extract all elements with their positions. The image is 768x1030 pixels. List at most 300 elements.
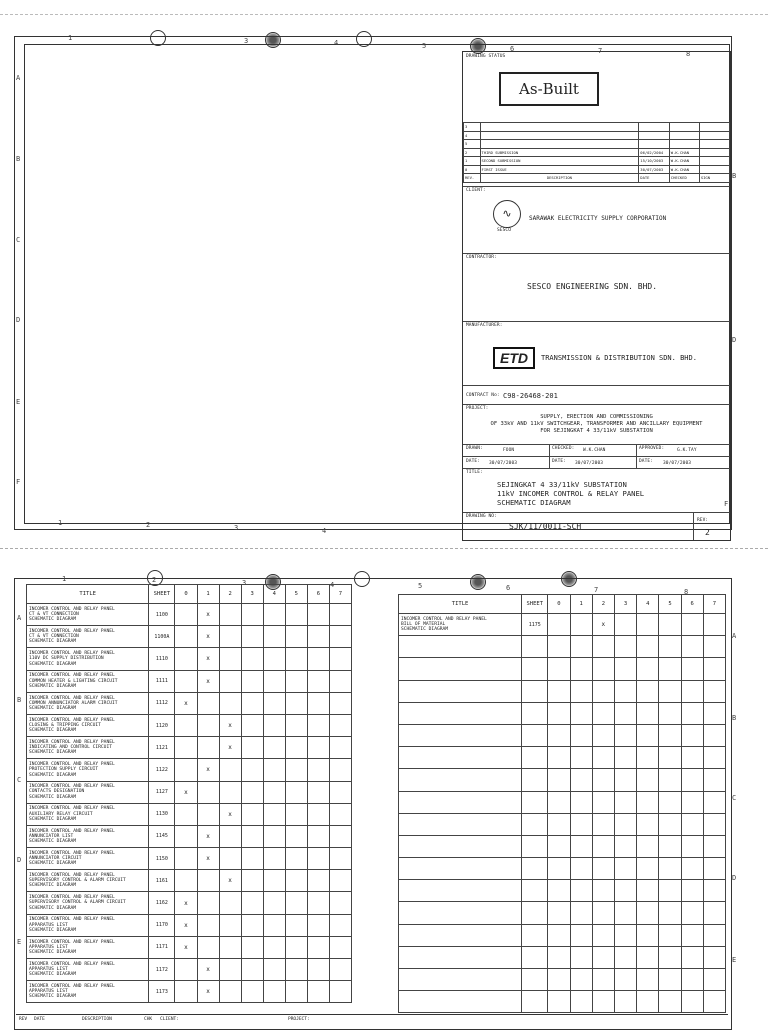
revision-cell xyxy=(219,914,241,936)
revision-cell xyxy=(307,604,329,626)
blank-cell xyxy=(399,636,522,658)
table-row xyxy=(27,737,352,759)
blank-cell xyxy=(592,724,614,746)
drawing-index-table-left xyxy=(26,584,352,1003)
row-title: INCOMER CONTROL AND RELAY PANEL PROTECTION SUPPLY CIRCUIT SCHEMATIC DIAGRAM xyxy=(27,759,149,781)
blank-cell xyxy=(399,813,522,835)
blank-cell xyxy=(703,835,725,857)
table-row-blank xyxy=(399,969,726,991)
revision-cell xyxy=(307,825,329,847)
col-header-rev: 3 xyxy=(241,585,263,604)
blank-cell xyxy=(522,658,548,680)
revision-cell xyxy=(329,670,351,692)
blank-cell xyxy=(570,747,592,769)
col-header-rev: 7 xyxy=(703,595,725,614)
date-label: DATE: xyxy=(466,459,481,464)
revision-cell xyxy=(263,892,285,914)
blank-cell xyxy=(637,769,659,791)
revision-cell xyxy=(219,825,241,847)
table-row xyxy=(27,759,352,781)
revision-mark: x xyxy=(219,803,241,825)
revision-cell xyxy=(175,670,197,692)
blank-cell xyxy=(637,680,659,702)
revision-mark: x xyxy=(175,892,197,914)
revision-cell xyxy=(285,604,307,626)
title-line: SCHEMATIC DIAGRAM xyxy=(497,498,571,507)
blank-cell xyxy=(522,924,548,946)
revision-rev: 3 xyxy=(464,123,481,132)
blank-cell xyxy=(592,991,614,1013)
row-title: INCOMER CONTROL AND RELAY PANEL COMMON ANNUNCIATOR ALARM CIRCUIT SCHEMATIC DIAGRAM xyxy=(27,692,149,714)
table-row-blank xyxy=(399,880,726,902)
table-row xyxy=(27,959,352,981)
revision-cell xyxy=(329,781,351,803)
blank-cell xyxy=(399,991,522,1013)
revision-cell xyxy=(241,737,263,759)
revision-cell xyxy=(329,936,351,958)
col-header-rev: 5 xyxy=(285,585,307,604)
blank-cell xyxy=(592,769,614,791)
blank-cell xyxy=(570,769,592,791)
revision-table xyxy=(463,122,730,183)
blank-cell xyxy=(703,813,725,835)
revision-date: 30/07/2003 xyxy=(639,165,670,174)
revision-date: 06/02/2004 xyxy=(639,148,670,157)
col-header-sheet: SHEET xyxy=(522,595,548,614)
revision-cell xyxy=(263,737,285,759)
revision-cell xyxy=(307,692,329,714)
revision-cell xyxy=(241,714,263,736)
revision-cell xyxy=(241,803,263,825)
revision-checked: W.K.CHAN xyxy=(669,157,699,166)
revision-cell xyxy=(197,714,219,736)
col-header-rev: 2 xyxy=(219,585,241,604)
revision-mark: x xyxy=(197,648,219,670)
blank-cell xyxy=(614,769,636,791)
blank-cell xyxy=(548,880,570,902)
blank-cell xyxy=(614,680,636,702)
revision-mark: x xyxy=(197,848,219,870)
revision-rev: 0 xyxy=(464,165,481,174)
blank-cell xyxy=(592,969,614,991)
blank-cell xyxy=(522,946,548,968)
blank-cell xyxy=(548,902,570,924)
table-row xyxy=(27,714,352,736)
blank-cell xyxy=(703,969,725,991)
contract-number: C98-26468-201 xyxy=(503,392,558,400)
revision-description: THIRD SUBMISSION xyxy=(480,148,639,157)
blank-cell xyxy=(703,991,725,1013)
row-title: INCOMER CONTROL AND RELAY PANEL CT & VT CONNECTION SCHEMATIC DIAGRAM xyxy=(27,626,149,648)
revision-cell xyxy=(241,892,263,914)
checked-label: CHECKED: xyxy=(552,446,575,451)
blank-cell xyxy=(522,702,548,724)
blank-cell xyxy=(399,924,522,946)
revision-cell xyxy=(197,692,219,714)
table-row xyxy=(27,914,352,936)
blank-cell xyxy=(681,747,703,769)
col-header-rev: 6 xyxy=(307,585,329,604)
revision-date xyxy=(639,140,670,149)
revision-cell xyxy=(263,626,285,648)
revision-mark: x xyxy=(175,914,197,936)
revision-cell xyxy=(285,714,307,736)
blank-cell xyxy=(614,991,636,1013)
revision-cell xyxy=(175,648,197,670)
checked-by: W.K.CHAN xyxy=(583,448,606,453)
project-line: FOR SEJINGKAT 4 33/11kV SUBSTATION xyxy=(540,428,653,434)
revision-description xyxy=(480,140,639,149)
blank-cell xyxy=(614,747,636,769)
blank-cell xyxy=(548,680,570,702)
revision-cell xyxy=(307,648,329,670)
blank-cell xyxy=(614,702,636,724)
ruler-letter: D xyxy=(732,336,737,344)
col-header-title: TITLE xyxy=(399,595,522,614)
blank-cell xyxy=(548,835,570,857)
row-sheet: 1162 xyxy=(149,892,175,914)
contractor-name: SESCO ENGINEERING SDN. BHD. xyxy=(527,282,658,291)
ruler-letter: F xyxy=(724,500,729,508)
ruler-number: 2 xyxy=(146,521,151,529)
blank-cell xyxy=(681,991,703,1013)
footer-description: DESCRIPTION xyxy=(82,1017,112,1022)
revision-header-row xyxy=(464,174,730,183)
blank-cell xyxy=(703,724,725,746)
ruler-number: 6 xyxy=(510,45,515,53)
revision-cell xyxy=(307,737,329,759)
revision-cell xyxy=(285,936,307,958)
contractor-label: CONTRACTOR: xyxy=(466,255,497,260)
blank-cell xyxy=(548,702,570,724)
revision-row xyxy=(464,123,730,132)
revision-cell xyxy=(703,614,725,636)
ruler-number: 2 xyxy=(152,576,157,584)
blank-cell xyxy=(548,769,570,791)
row-sheet: 1112 xyxy=(149,692,175,714)
blank-cell xyxy=(570,813,592,835)
revision-cell xyxy=(197,781,219,803)
revision-cell xyxy=(570,614,592,636)
revision-cell xyxy=(329,870,351,892)
blank-cell xyxy=(659,680,681,702)
row-sheet: 1111 xyxy=(149,670,175,692)
blank-cell xyxy=(659,858,681,880)
blank-cell xyxy=(637,835,659,857)
blank-cell xyxy=(548,813,570,835)
checked-date: 30/07/2003 xyxy=(575,461,604,466)
revision-cell xyxy=(263,803,285,825)
table-row-blank xyxy=(399,636,726,658)
row-title: INCOMER CONTROL AND RELAY PANEL ANNUNCIATOR LIST SCHEMATIC DIAGRAM xyxy=(27,825,149,847)
col-header-rev: 0 xyxy=(548,595,570,614)
revision-cell xyxy=(241,692,263,714)
revision-mark: x xyxy=(197,825,219,847)
row-title: INCOMER CONTROL AND RELAY PANEL CT & VT CONNECTION SCHEMATIC DIAGRAM xyxy=(27,604,149,626)
revision-date xyxy=(639,131,670,140)
rev-number: 2 xyxy=(705,528,710,537)
blank-cell xyxy=(570,702,592,724)
blank-cell xyxy=(637,813,659,835)
revision-cell xyxy=(637,614,659,636)
blank-cell xyxy=(548,924,570,946)
blank-cell xyxy=(637,991,659,1013)
blank-cell xyxy=(522,813,548,835)
revision-cell xyxy=(197,870,219,892)
revision-cell xyxy=(219,936,241,958)
ruler-letter: F xyxy=(16,478,21,486)
footer-project: PROJECT: xyxy=(288,1017,310,1022)
blank-cell xyxy=(522,969,548,991)
ruler-letter: D xyxy=(16,316,21,324)
revision-mark: x xyxy=(175,936,197,958)
blank-cell xyxy=(570,946,592,968)
revision-cell xyxy=(263,604,285,626)
revision-cell xyxy=(614,614,636,636)
blank-cell xyxy=(399,858,522,880)
row-title: INCOMER CONTROL AND RELAY PANEL APPARATUS LIST SCHEMATIC DIAGRAM xyxy=(27,981,149,1003)
revision-cell xyxy=(175,959,197,981)
blank-cell xyxy=(659,636,681,658)
row-title: INCOMER CONTROL AND RELAY PANEL COMMON HEATER & LIGHTING CIRCUIT SCHEMATIC DIAGRAM xyxy=(27,670,149,692)
table-row-blank xyxy=(399,702,726,724)
footer-rev: REV xyxy=(19,1017,28,1022)
revision-cell xyxy=(175,825,197,847)
blank-cell xyxy=(399,680,522,702)
project-description xyxy=(463,414,730,435)
ruler-letter: B xyxy=(732,714,737,722)
table-row xyxy=(27,648,352,670)
blank-cell xyxy=(703,702,725,724)
row-title: INCOMER CONTROL AND RELAY PANEL CONTACTS DESIGNATION SCHEMATIC DIAGRAM xyxy=(27,781,149,803)
row-sheet: 1130 xyxy=(149,803,175,825)
blank-cell xyxy=(592,747,614,769)
blank-cell xyxy=(681,724,703,746)
blank-cell xyxy=(592,636,614,658)
project-label: PROJECT: xyxy=(466,406,489,411)
blank-cell xyxy=(592,880,614,902)
blank-cell xyxy=(659,658,681,680)
row-sheet: 1145 xyxy=(149,825,175,847)
revision-cell xyxy=(307,626,329,648)
table-row xyxy=(27,848,352,870)
table-row xyxy=(27,936,352,958)
blank-cell xyxy=(637,658,659,680)
manufacturer-label: MANUFACTURER: xyxy=(466,323,503,328)
revision-cell xyxy=(307,870,329,892)
blank-cell xyxy=(399,702,522,724)
ruler-number: 3 xyxy=(242,579,247,587)
blank-cell xyxy=(681,680,703,702)
table-row xyxy=(27,604,352,626)
blank-cell xyxy=(637,858,659,880)
revision-cell xyxy=(307,803,329,825)
row-title: INCOMER CONTROL AND RELAY PANEL SUPERVISORY CONTROL & ALARM CIRCUIT SCHEMATIC DIAGRAM xyxy=(27,892,149,914)
row-sheet: 1161 xyxy=(149,870,175,892)
revision-cell xyxy=(329,981,351,1003)
row-title: INCOMER CONTROL AND RELAY PANEL ANNUNCIATOR CIRCUIT SCHEMATIC DIAGRAM xyxy=(27,848,149,870)
table-row-blank xyxy=(399,680,726,702)
revision-cell xyxy=(263,870,285,892)
revision-date xyxy=(639,123,670,132)
revision-cell xyxy=(285,692,307,714)
row-sheet: 1121 xyxy=(149,737,175,759)
revision-cell xyxy=(307,848,329,870)
blank-cell xyxy=(570,658,592,680)
blank-cell xyxy=(522,747,548,769)
revision-cell xyxy=(241,936,263,958)
blank-cell xyxy=(659,724,681,746)
revision-mark: x xyxy=(219,737,241,759)
blank-cell xyxy=(548,747,570,769)
blank-cell xyxy=(570,991,592,1013)
revision-cell xyxy=(263,848,285,870)
revision-cell xyxy=(285,781,307,803)
ruler-number: 3 xyxy=(234,524,239,532)
row-title: INCOMER CONTROL AND RELAY PANEL BILL OF MATERIAL SCHEMATIC DIAGRAM xyxy=(399,614,522,636)
blank-cell xyxy=(681,835,703,857)
ruler-number: 6 xyxy=(506,584,511,592)
blank-cell xyxy=(592,946,614,968)
row-title: INCOMER CONTROL AND RELAY PANEL CLOSING & TRIPPING CIRCUIT SCHEMATIC DIAGRAM xyxy=(27,714,149,736)
title-line: 11kV INCOMER CONTROL & RELAY PANEL xyxy=(497,489,645,498)
blank-cell xyxy=(659,702,681,724)
blank-cell xyxy=(614,791,636,813)
revision-row xyxy=(464,148,730,157)
revision-sign xyxy=(699,165,729,174)
revision-cell xyxy=(285,737,307,759)
ruler-letter: D xyxy=(732,874,737,882)
revision-mark: x xyxy=(197,959,219,981)
revision-cell xyxy=(307,936,329,958)
revision-checked xyxy=(669,140,699,149)
footer-strip xyxy=(16,1014,728,1025)
blank-cell xyxy=(570,636,592,658)
revision-cell xyxy=(241,981,263,1003)
blank-cell xyxy=(703,902,725,924)
blank-cell xyxy=(522,835,548,857)
blank-cell xyxy=(548,724,570,746)
footer-date: DATE xyxy=(34,1017,45,1022)
blank-cell xyxy=(659,880,681,902)
ruler-number: 1 xyxy=(58,519,63,527)
blank-cell xyxy=(681,636,703,658)
ruler-letter: B xyxy=(17,696,22,704)
revision-cell xyxy=(307,981,329,1003)
ruler-number: 5 xyxy=(418,582,423,590)
blank-cell xyxy=(570,880,592,902)
revision-cell xyxy=(329,803,351,825)
revision-cell xyxy=(263,692,285,714)
blank-cell xyxy=(570,791,592,813)
row-sheet: 1150 xyxy=(149,848,175,870)
ruler-letter: A xyxy=(732,632,737,640)
row-sheet: 1171 xyxy=(149,936,175,958)
ruler-letter: E xyxy=(16,398,21,406)
ruler-letter: A xyxy=(16,74,21,82)
revision-cell xyxy=(285,825,307,847)
revision-sign xyxy=(699,140,729,149)
scan-dash-line xyxy=(0,14,768,15)
col-header-rev: 4 xyxy=(637,595,659,614)
revision-rev: 2 xyxy=(464,148,481,157)
revision-cell xyxy=(241,670,263,692)
revision-cell xyxy=(263,981,285,1003)
drawing-status-label: DRAWING STATUS xyxy=(466,54,506,59)
revision-cell xyxy=(241,781,263,803)
table-row xyxy=(27,781,352,803)
revision-cell xyxy=(241,825,263,847)
revision-cell xyxy=(329,692,351,714)
ruler-number: 1 xyxy=(62,575,67,583)
col-header-rev: 2 xyxy=(592,595,614,614)
revision-cell xyxy=(285,803,307,825)
row-title: INCOMER CONTROL AND RELAY PANEL APPARATUS LIST SCHEMATIC DIAGRAM xyxy=(27,936,149,958)
table-row-blank xyxy=(399,858,726,880)
blank-cell xyxy=(592,835,614,857)
blank-cell xyxy=(614,813,636,835)
client-name: SARAWAK ELECTRICITY SUPPLY CORPORATION xyxy=(529,215,667,222)
ruler-number: 4 xyxy=(334,39,339,47)
table-row-blank xyxy=(399,747,726,769)
manufacturer-name: TRANSMISSION & DISTRIBUTION SDN. BHD. xyxy=(541,354,697,362)
divider xyxy=(463,404,730,405)
divider xyxy=(463,512,730,513)
blank-cell xyxy=(592,924,614,946)
table-row-blank xyxy=(399,991,726,1013)
revision-description: SECOND SUBMISSION xyxy=(480,157,639,166)
revision-cell xyxy=(175,870,197,892)
revision-cell xyxy=(307,759,329,781)
ruler-letter: A xyxy=(17,614,22,622)
divider xyxy=(463,456,730,457)
revision-sign xyxy=(699,123,729,132)
blank-cell xyxy=(592,702,614,724)
row-title: INCOMER CONTROL AND RELAY PANEL APPARATUS LIST SCHEMATIC DIAGRAM xyxy=(27,959,149,981)
ruler-letter: B xyxy=(732,172,737,180)
revision-rev: 5 xyxy=(464,140,481,149)
revision-cell xyxy=(219,848,241,870)
blank-cell xyxy=(399,747,522,769)
col-header-rev: 4 xyxy=(263,585,285,604)
blank-cell xyxy=(592,680,614,702)
revision-cell xyxy=(307,670,329,692)
revision-checked: W.K.CHAN xyxy=(669,148,699,157)
blank-cell xyxy=(548,946,570,968)
revision-cell xyxy=(263,714,285,736)
blank-cell xyxy=(570,724,592,746)
ruler-letter: D xyxy=(17,856,22,864)
blank-cell xyxy=(399,880,522,902)
ruler-number: 7 xyxy=(594,586,599,594)
revision-cell xyxy=(307,959,329,981)
table-row-blank xyxy=(399,769,726,791)
date-label: DATE: xyxy=(552,459,567,464)
blank-cell xyxy=(548,791,570,813)
blank-cell xyxy=(522,991,548,1013)
blank-cell xyxy=(570,835,592,857)
revision-cell xyxy=(329,626,351,648)
table-row-blank xyxy=(399,724,726,746)
revision-description xyxy=(480,123,639,132)
blank-cell xyxy=(637,902,659,924)
blank-cell xyxy=(681,769,703,791)
blank-cell xyxy=(681,702,703,724)
page-separator xyxy=(0,548,768,549)
revision-mark: x xyxy=(197,981,219,1003)
approved-label: APPROVED: xyxy=(639,446,665,451)
table-row-blank xyxy=(399,791,726,813)
